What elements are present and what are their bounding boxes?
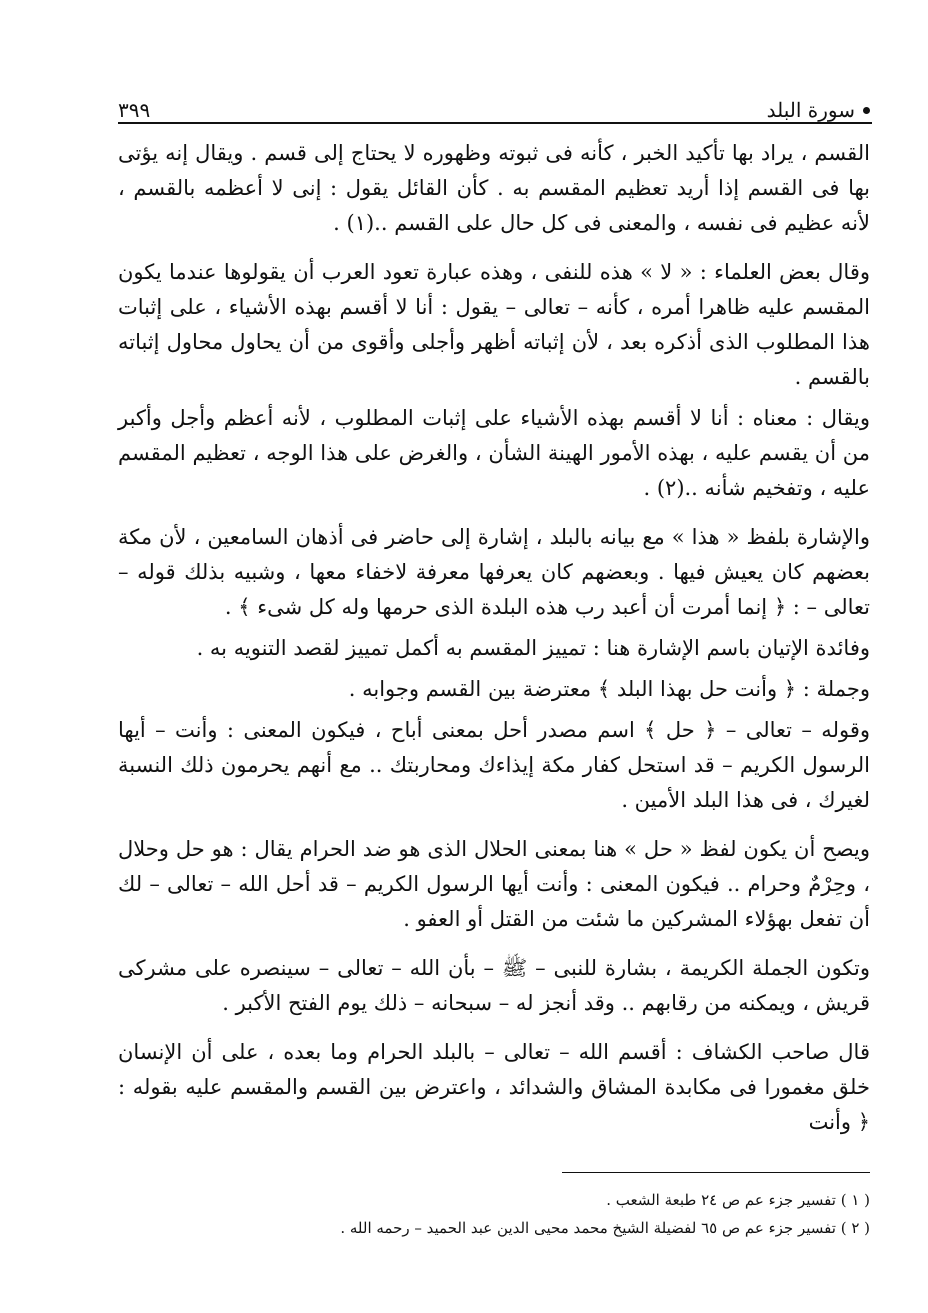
paragraph-6: وجملة : ﴿ وأنت حل بهذا البلد ﴾ معترضة بين القسم وجوابه . — [348, 677, 870, 701]
paragraph-4: والإشارة بلفظ « هذا » مع بيانه بالبلد ، إشارة إلى حاضر فى أذهان السامعين ، لأن مكة بعضهم كان يعيش فيها . وبعضهم كان يعرفها معرفة لاخفاء معها ، وشبيه بذلك قوله – تعالى – : ﴿ إنما أمرت أن أعبد رب هذه البلدة الذى حرمها وله كل شىء ﴾ . — [118, 525, 870, 619]
page-header — [118, 82, 870, 122]
footnote-rule — [562, 1172, 870, 1173]
footnotes — [118, 1186, 870, 1242]
running-title — [767, 98, 870, 122]
paragraph-1: القسم ، يراد بها تأكيد الخبر ، كأنه فى ثبوته وظهوره لا يحتاج إلى قسم . ويقال إنه يؤتى بها فى القسم إذا أريد تعظيم المقسم به . كأن القائل يقول : إنى لا أعظمه بالقسم ، لأنه عظيم فى نفسه ، والمعنى فى كل حال على القسم ..(١) . — [118, 141, 870, 235]
paragraph-5: وفائدة الإتيان باسم الإشارة هنا : تمييز المقسم به أكمل تمييز لقصد التنويه به . — [196, 636, 870, 660]
paragraph-3: ويقال : معناه : أنا لا أقسم بهذه الأشياء على إثبات المطلوب ، لأنه أعظم وأجل وأكبر من أن يقسم عليه ، بهذه الأمور الهينة الشأن ، والغرض على هذا الوجه ، تعظيم المقسم عليه ، وتفخيم شأنه ..(٢) . — [118, 406, 870, 500]
paragraph-2: وقال بعض العلماء : « لا » هذه للنفى ، وهذه عبارة تعود العرب أن يقولوها عندما يكون المقسم عليه ظاهرا أمره ، كأنه – تعالى – يقول : أنا لا أقسم بهذه الأشياء ، على إثبات هذا المطلوب الذى أذكره بعد ، لأن إثباته أظهر وأجلى وأقوى من أن يحاول محاول إثباته بالقسم . — [118, 260, 870, 389]
page-number: ٣٩٩ — [118, 98, 151, 122]
bullet-dot — [863, 107, 870, 114]
footnote-1: ( ١ ) تفسير جزء عم ص ٢٤ طبعة الشعب . — [606, 1191, 870, 1209]
paragraph-8: ويصح أن يكون لفظ « حل » هنا بمعنى الحلال الذى هو ضد الحرام يقال : هو حل وحلال ، وحِرْمٌ وحرام .. فيكون المعنى : وأنت أيها الرسول الكريم – قد أحل الله – تعالى – لك أن تفعل بهؤلاء المشركين ما شئت من القتل أو العفو . — [118, 837, 870, 931]
paragraph-7: وقوله – تعالى – ﴿ حل ﴾ اسم مصدر أحل بمعنى أباح ، فيكون المعنى : وأنت – أيها الرسول الكريم – قد استحل كفار مكة إيذاءك ومحاربتك .. مع أنهم يحرمون ذلك النسبة لغيرك ، فى هذا البلد الأمين . — [118, 718, 870, 812]
main-text — [118, 136, 870, 1140]
paragraph-10: قال صاحب الكشاف : أقسم الله – تعالى – بالبلد الحرام وما بعده ، على أن الإنسان خلق مغمورا فى مكابدة المشاق والشدائد ، واعترض بين القسم والمقسم عليه بقوله : ﴿ وأنت — [118, 1040, 870, 1134]
paragraph-9: وتكون الجملة الكريمة ، بشارة للنبى – ﷺ – بأن الله – تعالى – سينصره على مشركى قريش ، ويمكنه من رقابهم .. وقد أنجز له – سبحانه – ذلك يوم الفتح الأكبر . — [118, 956, 870, 1015]
footnote-2: ( ٢ ) تفسير جزء عم ص ٦٥ لفضيلة الشيخ محمد محيى الدين عبد الحميد – رحمه الله . — [340, 1219, 870, 1237]
surah-title: سورة البلد — [766, 98, 855, 122]
header-rule — [118, 122, 872, 124]
